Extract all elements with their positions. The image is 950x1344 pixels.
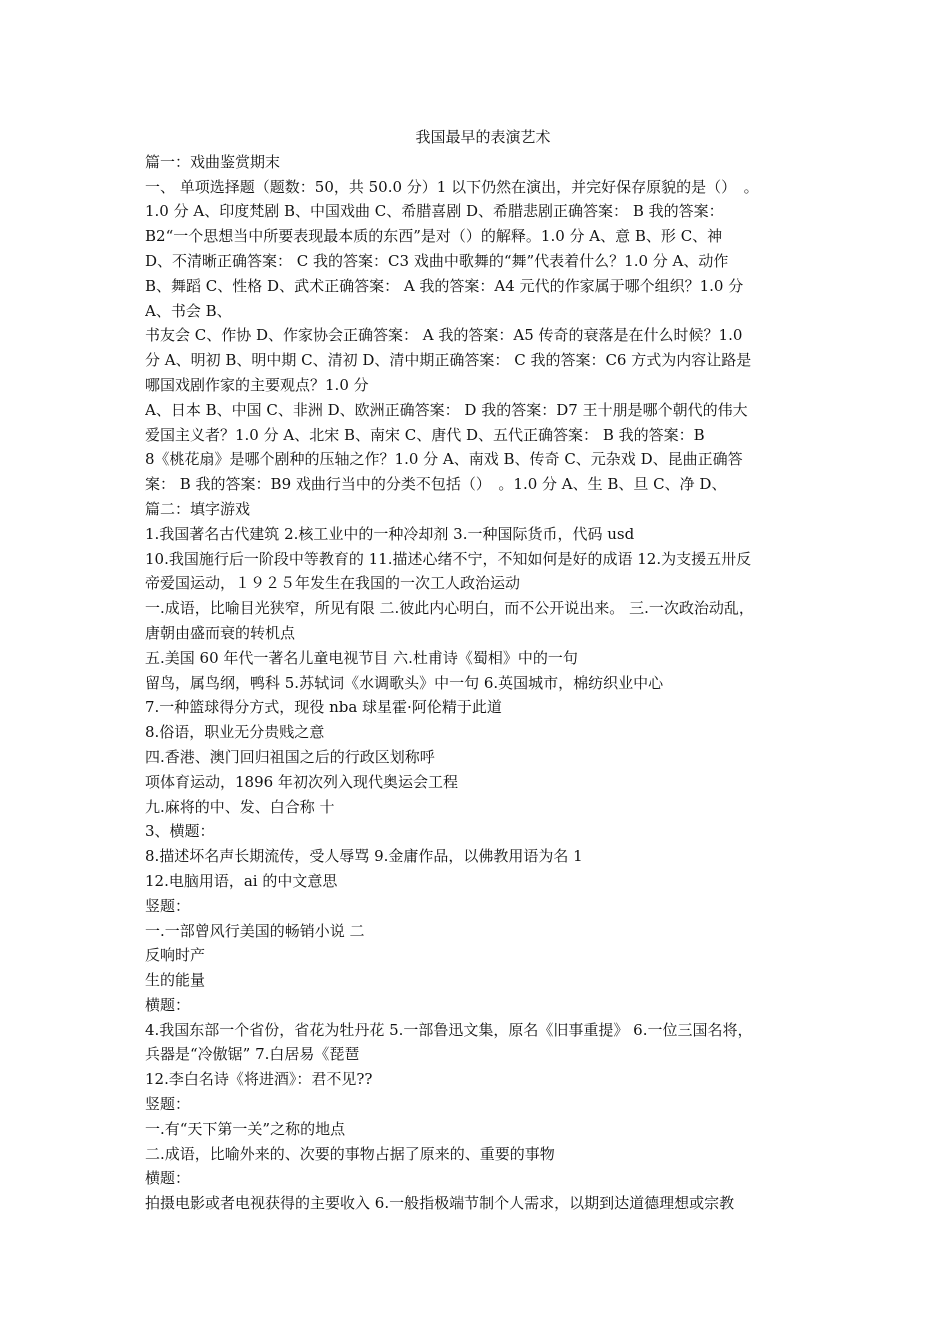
text-line: 篇二：填字游戏 [145, 499, 251, 518]
text-line: D、不清晰正确答案： C 我的答案：C3 戏曲中歌舞的“舞”代表着什么？1.0 分 A、动作 [145, 251, 729, 270]
document-text-lines [145, 150, 821, 1216]
text-line: B2“一个思想当中所要表现最本质的东西”是对（）的解释。1.0 分 A、意 B、形 C、神 [145, 227, 723, 246]
text-line: 生的能量 [145, 971, 206, 990]
text-line: 横题： [145, 1169, 191, 1188]
text-line: 爱国主义者？1.0 分 A、北宋 B、南宋 C、唐代 D、五代正确答案： B 我的答案：B [145, 425, 705, 444]
text-line: 1.我国著名古代建筑 2.核工业中的一种冷却剂 3.一种国际货币，代码 usd [145, 524, 635, 543]
text-line: 12.李白名诗《将进酒》：君不见?? [145, 1070, 373, 1089]
text-line: 篇一：戏曲鉴赏期末 [145, 152, 281, 171]
text-line: 九.麻将的中、发、白合称 十 [145, 797, 335, 816]
document-title: 我国最早的表演艺术 [415, 128, 551, 146]
text-line: 书友会 C、作协 D、作家协会正确答案： A 我的答案：A5 传奇的衰落是在什么时候？1.0 [145, 326, 743, 345]
text-line: 8.俗语，职业无分贵贱之意 [145, 723, 325, 742]
text-line: 1.0 分 A、印度梵剧 B、中国戏曲 C、希腊喜剧 D、希腊悲剧正确答案： B 我的答案： [145, 202, 724, 221]
text-line: 兵器是“冷傲锯” 7.白居易《琵琶 [145, 1045, 360, 1064]
text-line: 3、横题： [145, 822, 215, 841]
text-line: 留鸟，属鸟纲，鸭科 5.苏轼词《水调歌头》中一句 6.英国城市，棉纺织业中心 [145, 673, 664, 692]
text-line: 四.香港、澳门回归祖国之后的行政区划称呼 [145, 747, 435, 766]
text-line: 10.我国施行后一阶段中等教育的 11.描述心绪不宁，不知如何是好的成语 12.为支援五卅反 [145, 549, 752, 568]
text-line: 7.一种篮球得分方式，现役 nba 球星霍·阿伦精于此道 [145, 698, 502, 717]
text-line: 4.我国东部一个省份，省花为牡丹花 5.一部鲁迅文集，原名《旧事重提》 6.一位三国名将， [145, 1020, 753, 1039]
text-line: 项体育运动，1896 年初次列入现代奥运会工程 [145, 772, 458, 791]
text-line: 一.一部曾风行美国的畅销小说 二 [145, 921, 365, 940]
text-line: 一.有“天下第一关”之称的地点 [145, 1119, 346, 1138]
text-line: 反响时产 [145, 946, 206, 965]
text-line: 帝爱国运动，１９２５年发生在我国的一次工人政治运动 [145, 574, 521, 593]
text-line: 案： B 我的答案：B9 戏曲行当中的分类不包括（） 。1.0 分 A、生 B、旦 C、净 D、 [145, 475, 727, 494]
text-line: 8.描述坏名声长期流传，受人辱骂 9.金庸作品，以佛教用语为名 1 [145, 847, 583, 866]
text-line: 横题： [145, 995, 191, 1014]
text-line: 12.电脑用语，ai 的中文意思 [145, 871, 338, 890]
text-line: B、舞蹈 C、性格 D、武术正确答案： A 我的答案：A4 元代的作家属于哪个组织？1.0 分 [145, 276, 744, 295]
document-body [145, 125, 821, 1216]
text-line: A、日本 B、中国 C、非洲 D、欧洲正确答案： D 我的答案：D7 王十朋是哪个朝代的伟大 [145, 400, 748, 419]
text-line: 分 A、明初 B、明中期 C、清初 D、清中期正确答案： C 我的答案：C6 方式为内容让路是 [145, 351, 752, 370]
text-line: 一、 单项选择题（题数：50，共 50.0 分）1 以下仍然在演出，并完好保存原貌的是（） 。 [145, 177, 759, 196]
text-line: 一.成语，比喻目光狭窄，所见有限 二.彼此内心明白，而不公开说出来。 三.一次政治动乱， [145, 599, 754, 618]
text-line: 二.成语，比喻外来的、次要的事物占据了原来的、重要的事物 [145, 1144, 555, 1163]
text-line: 8《桃花扇》是哪个剧种的压轴之作？1.0 分 A、南戏 B、传奇 C、元杂戏 D、昆曲正确答 [145, 450, 743, 469]
text-line: 五.美国 60 年代一著名儿童电视节目 六.杜甫诗《蜀相》中的一句 [145, 648, 578, 667]
text-line: 拍摄电影或者电视获得的主要收入 6.一般指极端节制个人需求，以期到达道德理想或宗教 [145, 1194, 735, 1213]
text-line: 竖题： [145, 896, 191, 915]
text-line: A、书会 B、 [145, 301, 232, 320]
text-line: 哪国戏剧作家的主要观点？1.0 分 [145, 375, 369, 394]
text-line: 唐朝由盛而衰的转机点 [145, 623, 296, 642]
text-line: 竖题： [145, 1095, 191, 1114]
